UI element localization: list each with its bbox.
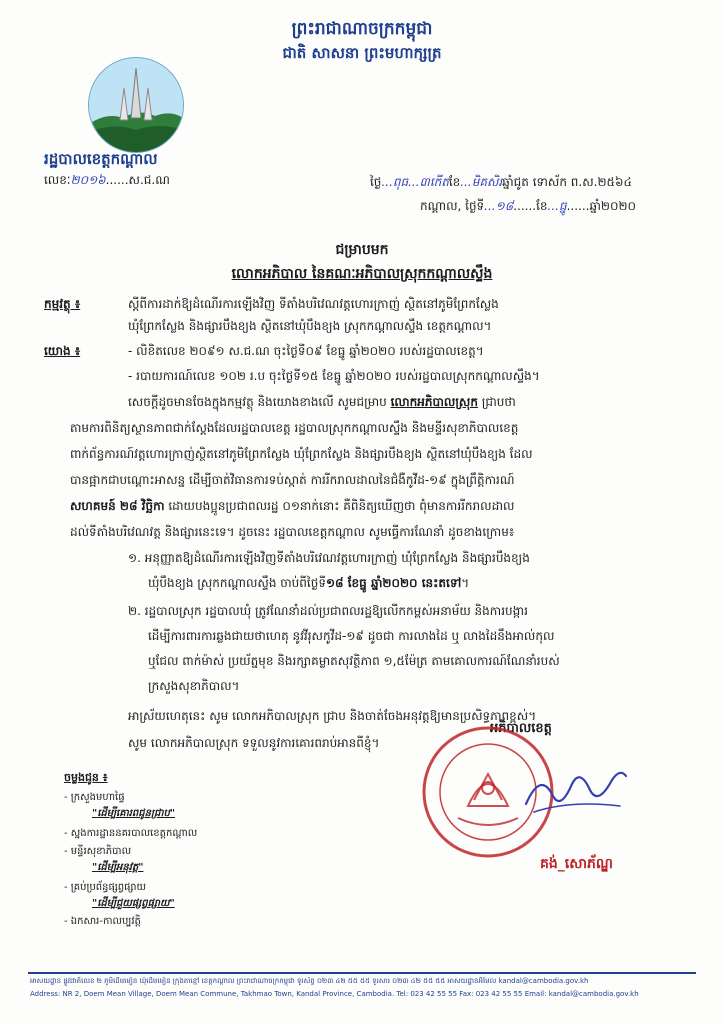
body-paragraph-line (70, 498, 514, 516)
instruction-1-line-1: ១. អនុញ្ញាតឱ្យដំណើរការឡើងវិញទីតាំងបរិវេណវត្តហោរក្រាញ់ ឃុំព្រែកស្លែង និងផ្សារបឹងខ្យង (128, 551, 530, 565)
footer-address-english: Address: NR 2, Doem Mean Village, Doem Mean Commune, Takhmao Town, Kandal Province, Cambodia. Tel: 023 42 55 55 Fax: 023 42 55 55 Email: kandal@cambodia.gov.kh (30, 990, 639, 998)
body-paragraph-line (128, 394, 516, 412)
subject-line-1: ស្ដីពីការដាក់ឱ្យដំណើរការឡើងវិញ ទីតាំងបរិវេណវត្តហោរក្រាញ់ ស្ថិតនៅភូមិព្រែកស្លែង (128, 297, 499, 311)
solar-year: ......ឆ្នាំ២០២០ (566, 199, 637, 213)
signatory-name: គង់_សោភ័ណ្ឌ (540, 856, 613, 872)
lunar-month-prefix: ខែ (448, 175, 461, 189)
reference-label-text: យោង ៖ (44, 344, 81, 358)
closing-salutation: សូម លោកអភិបាលស្រុក ទទួលនូវការគោរពរាប់អានពីខ្ញុំ។ (128, 736, 380, 750)
solar-month-handwritten: ...ធ្នូ (547, 199, 567, 213)
body-emphasis: លោកអភិបាលស្រុក (390, 395, 478, 409)
lunar-month-handwritten: ...មិគសិរ (460, 175, 503, 189)
reference-number (44, 172, 170, 190)
solar-month-prefix: ......ខែ (513, 199, 548, 213)
reference-label (44, 343, 80, 361)
subject-label-text: កម្មវត្ថុ ៖ (44, 297, 81, 311)
ref-number-handwritten: ២០១៦ (70, 173, 106, 187)
body-text: ជ្រាបថា (477, 395, 516, 409)
body-text: ដោយបងប្អូនប្រជាពលរដ្ឋ ០១នាក់នោះ គឺពិនិត្យឃើញថា ពុំមានការរីករាលដាល (164, 499, 515, 513)
kingdom-heading: ព្រះរាជាណាចក្រកម្ពុជា (291, 19, 433, 39)
body-text: សេចក្ដីដូចមានចែងក្នុងកម្មវត្ថុ និងយោងខាងលើ សូមជម្រាប (128, 395, 391, 409)
cc-item-purpose: "ដើម្បីអនុវត្ត" (92, 862, 144, 873)
footer-address-khmer: អាសយដ្ឋាន ផ្លូវជាតិលេខ ២ ភូមិដើមមៀន ឃុំដើមមៀន ក្រុងតាខ្មៅ ខេត្តកណ្ដាល ព្រះរាជាណាចក្រកម្ពុជា ទូរស័ព្ទ ០២៣ ៤២ ៥៥ ៥៥ ទូរសារ ០២៣ ៤២ ៥៥ ៥៥ អាសយដ្ឋានអ៊ីមែល kandal@cambodia.gov.kh (30, 977, 589, 985)
lunar-day-handwritten: ...ពុធ...៣កើត (381, 175, 449, 189)
cc-item-purpose: "ដើម្បីគោរពជូនជ្រាប" (92, 808, 176, 819)
lunar-year: ឆ្នាំជូត ទោស័ក ព.ស.២៥៦៤ (502, 175, 633, 189)
national-motto: ជាតិ សាសនា ព្រះមហាក្សត្រ (282, 44, 442, 62)
body-paragraph-line: ដល់ទីតាំងបរិវេណវត្ត និងផ្សារនេះទេ។ ដូចនេះ រដ្ឋបាលខេត្តកណ្ដាល សូមធ្វើការណែនាំ ដូចខាងក្រោម៖ (70, 525, 515, 539)
cc-item: - គ្រប់ប្រព័ន្ធផ្សព្វផ្សាយ (64, 882, 147, 893)
body-text: ។ (461, 576, 470, 590)
body-paragraph-line: បានផ្អាកជាបណ្ដោះអាសន្ន ដើម្បីចាត់វិធានការទប់ស្កាត់ ការរីករាលដាលនៃជំងឺកូវីដ-១៩ ក្នុងព្រឹត្តិការណ៍ (70, 473, 515, 487)
cc-title: ចម្លងជូន ៖ (64, 771, 108, 784)
instruction-1-line-2 (148, 575, 469, 593)
instruction-2-line-3: ឬជែល ពាក់ម៉ាស់ ប្រយ័ត្នមុខ និងរក្សាគម្លាតសុវត្ថិភាព ១,៥ម៉ែត្រ តាមគោលការណ៍ណែនាំរបស់ (148, 654, 560, 668)
administration-name: រដ្ឋបាលខេត្តកណ្ដាល (44, 150, 158, 168)
instruction-2-line-2: ដើម្បីការពារការឆ្លងជាយថាហេតុ នូវវីរុសកូវីដ-១៩ ដូចជា ការលាងដៃ ឬ លាងដៃនឹងអាល់កុល (148, 629, 555, 643)
addressee-name: លោកអភិបាល នៃគណៈអភិបាលស្រុកកណ្ដាលស្ទឹង (231, 266, 493, 282)
cc-item-purpose: "ដើម្បីជួយផ្សព្វផ្សាយ" (92, 898, 175, 909)
cc-item: - ក្រសួងមហាផ្ទៃ (64, 792, 125, 803)
body-emphasis: ១៨ ខែធ្នូ ឆ្នាំ២០២០ នេះតទៅ (325, 576, 462, 590)
subject-label (44, 296, 80, 314)
body-text: ឃុំបឹងខ្យង ស្រុកកណ្ដាលស្ទឹង ចាប់ពីថ្ងៃទី (148, 576, 326, 590)
signatory-title: អភិបាលខេត្ត (490, 721, 552, 736)
solar-date (420, 198, 636, 216)
addressee-salutation: ជម្រាបមក (335, 242, 389, 258)
handwritten-signature (520, 760, 630, 830)
lunar-prefix: ថ្ងៃ (370, 175, 382, 189)
cc-item: - ឯកសារ-កាលប្បវត្តិ (64, 916, 141, 927)
instruction-2-line-1: ២. រដ្ឋបាលស្រុក រដ្ឋបាលឃុំ ត្រូវណែនាំដល់ប្រជាពលរដ្ឋឱ្យលើកកម្ពស់អនាម័យ និងការបង្ការ (128, 604, 528, 618)
ref-suffix: ......ស.ជ.ណ (105, 173, 170, 187)
cc-item: - ស្នងការដ្ឋាននគរបាលខេត្តកណ្ដាល (64, 828, 198, 839)
lunar-date (370, 174, 632, 192)
closing-paragraph: អាស្រ័យហេតុនេះ សូម លោកអភិបាលស្រុក ជ្រាប និងចាត់ចែងអនុវត្តឱ្យមានប្រសិទ្ធភាពខ្ពស់។ (128, 709, 537, 723)
ref-prefix: លេខៈ (44, 173, 71, 187)
footer-divider (28, 972, 696, 974)
instruction-2-line-4: ក្រសួងសុខាភិបាល។ (148, 679, 240, 693)
reference-item-1: - លិខិតលេខ ២០៩១ ស.ជ.ណ ចុះថ្ងៃទី០៩ ខែធ្នូ ឆ្នាំ២០២០ របស់រដ្ឋបាលខេត្ត។ (128, 344, 484, 358)
solar-day-handwritten: ...១៨ (484, 199, 514, 213)
body-emphasis: សហគមន៍ ២៨ វិច្ឆិកា (70, 499, 165, 513)
cc-item: - មន្ទីរសុខាភិបាល (64, 846, 132, 857)
subject-line-2: ឃុំព្រែកស្លែង និងផ្សារបឹងខ្យង ស្ថិតនៅឃុំបឹងខ្យង ស្រុកកណ្ដាលស្ទឹង ខេត្តកណ្ដាល។ (128, 319, 492, 333)
reference-item-2: - របាយការណ៍លេខ ១០២ រ.ប ចុះថ្ងៃទី១៥ ខែធ្នូ ឆ្នាំ២០២០ របស់រដ្ឋបាលស្រុកកណ្ដាលស្ទឹង។ (128, 369, 540, 383)
provincial-logo-emblem (88, 57, 184, 153)
body-paragraph-line: ពាក់ព័ន្ធការណ៍វត្តហោរក្រាញ់ស្ថិតនៅភូមិព្រែកស្លែង ឃុំព្រែកស្លែង និងផ្សារបឹងខ្យង ស្ថិតនៅឃុំបឹងខ្យង ដែល (70, 447, 533, 461)
solar-prefix: កណ្ដាល, ថ្ងៃទី (420, 199, 485, 213)
body-paragraph-line: តាមការពិនិត្យស្ថានភាពជាក់ស្ដែងដែលរដ្ឋបាលខេត្ត រដ្ឋបាលស្រុកកណ្ដាលស្ទឹង និងមន្ទីរសុខាភិបាលខេត្ត (70, 421, 519, 435)
